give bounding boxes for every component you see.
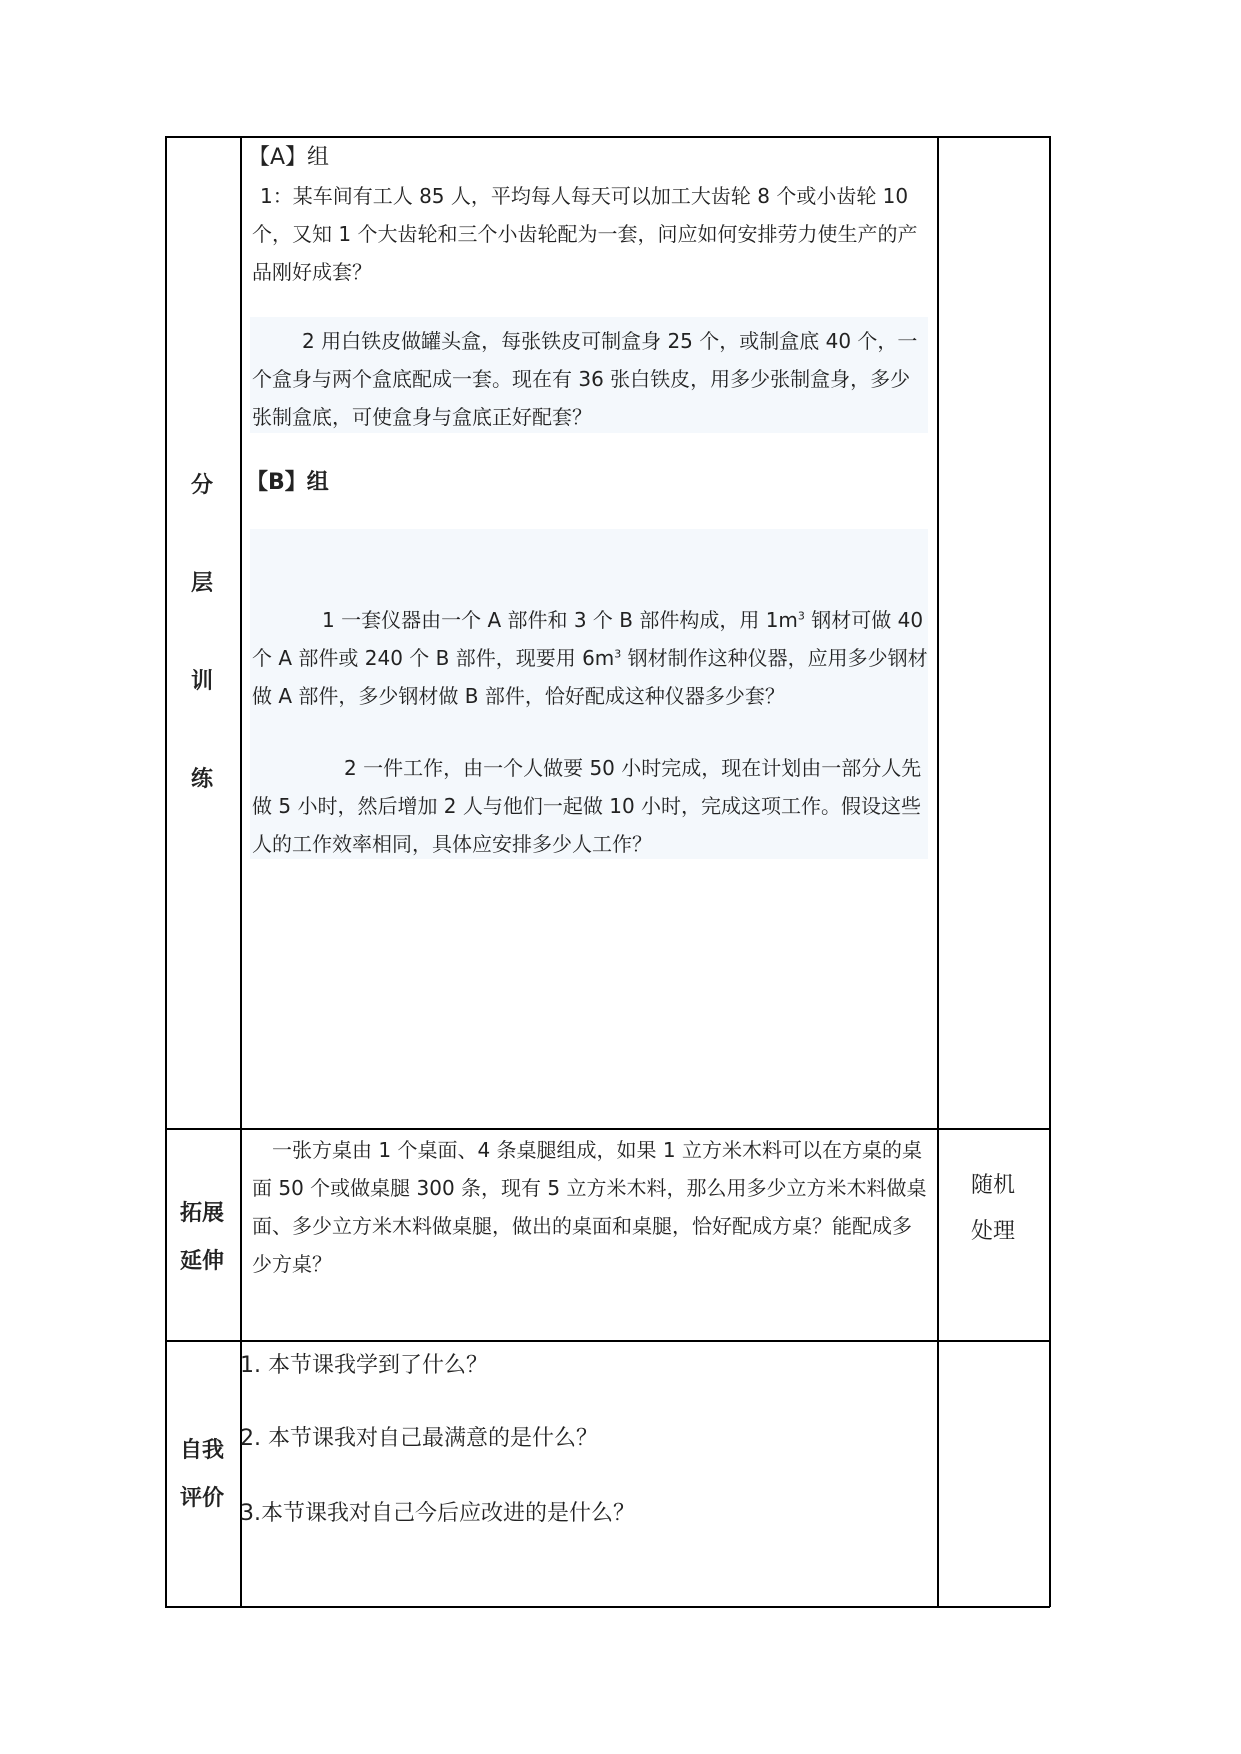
group-b-q1-text-1: 1 一套仪器由一个 A 部件和 3 个 B 部件构成，用 1m [322, 608, 798, 632]
extension-note-line-1: 随机 [970, 1173, 1015, 1198]
self-eval-label-line-1: 自我 [179, 1438, 224, 1463]
group-b-question-2: 2 一件工作，由一个人做要 50 小时完成，现在计划由一部分人先做 5 小时，然后增加 2 人与他们一起做 10 小时，完成这项工作。假设这些人的工作效率相同，具体应安排多少人工作？ [252, 756, 922, 856]
self-eval-item-2: 2. 本节课我对自己最满意的是什么？ [240, 1426, 598, 1451]
table-bottom-border [165, 1606, 1050, 1608]
content-column-divider [937, 136, 939, 1607]
group-b-heading: 【B】组 [246, 470, 329, 495]
self-eval-item-3: 3.本节课我对自己今后应改进的是什么？ [240, 1501, 635, 1526]
group-b-q1-text-2: 钢材可做 40 个 A 部件或 240 个 B 部件，现要用 6m [252, 608, 924, 670]
training-label-char-2: 层 [190, 571, 213, 596]
row-divider-extension-eval [165, 1340, 1050, 1342]
table-right-border [1049, 136, 1051, 1607]
training-label-char-3: 训 [190, 669, 213, 694]
label-column-divider [240, 136, 242, 1607]
extension-note [945, 1163, 1041, 1255]
self-eval-row-label [170, 1427, 234, 1523]
training-label-char-4: 练 [190, 767, 213, 792]
group-b-q1-text-3: 钢材制作这种仪器，应用多少钢材做 A 部件，多少钢材做 B 部件，恰好配成这种仪器多少套？ [252, 646, 928, 708]
training-label-char-1: 分 [190, 473, 213, 498]
self-eval-item-1: 1. 本节课我学到了什么？ [240, 1353, 488, 1378]
group-b-question-1 [252, 601, 928, 715]
row-divider-training-extension [165, 1128, 1050, 1130]
extension-row-label [170, 1190, 234, 1286]
extension-question: 一张方桌由 1 个桌面、4 条桌腿组成，如果 1 立方米木料可以在方桌的桌面 50 个或做桌腿 300 条，现有 5 立方米木料，那么用多少立方米木料做桌面、多少立方米木料做桌腿，做出的桌面和桌腿，恰好配成方桌？能配成多少方桌？ [252, 1138, 927, 1276]
table-top-border [165, 136, 1050, 138]
cubic-superscript-2: 3 [614, 647, 622, 661]
group-a-question-2: 2 用白铁皮做罐头盒，每张铁皮可制盒身 25 个，或制盒底 40 个，一个盒身与两个盒底配成一套。现在有 36 张白铁皮，用多少张制盒身，多少张制盒底，可使盒身与盒底正好配套？ [252, 329, 918, 429]
table-left-border [165, 136, 167, 1607]
extension-label-line-2: 延伸 [179, 1249, 224, 1274]
training-row-label [176, 474, 228, 792]
cubic-superscript-1: 3 [797, 609, 805, 623]
group-a-question-1: 1：某车间有工人 85 人，平均每人每天可以加工大齿轮 8 个或小齿轮 10 个，又知 1 个大齿轮和三个小齿轮配为一套，问应如何安排劳力使生产的产品刚好成套？ [252, 184, 918, 284]
extension-label-line-1: 拓展 [179, 1201, 224, 1226]
extension-note-line-2: 处理 [970, 1219, 1015, 1244]
group-a-heading: 【A】组 [248, 145, 330, 170]
self-eval-label-line-2: 评价 [179, 1486, 224, 1511]
